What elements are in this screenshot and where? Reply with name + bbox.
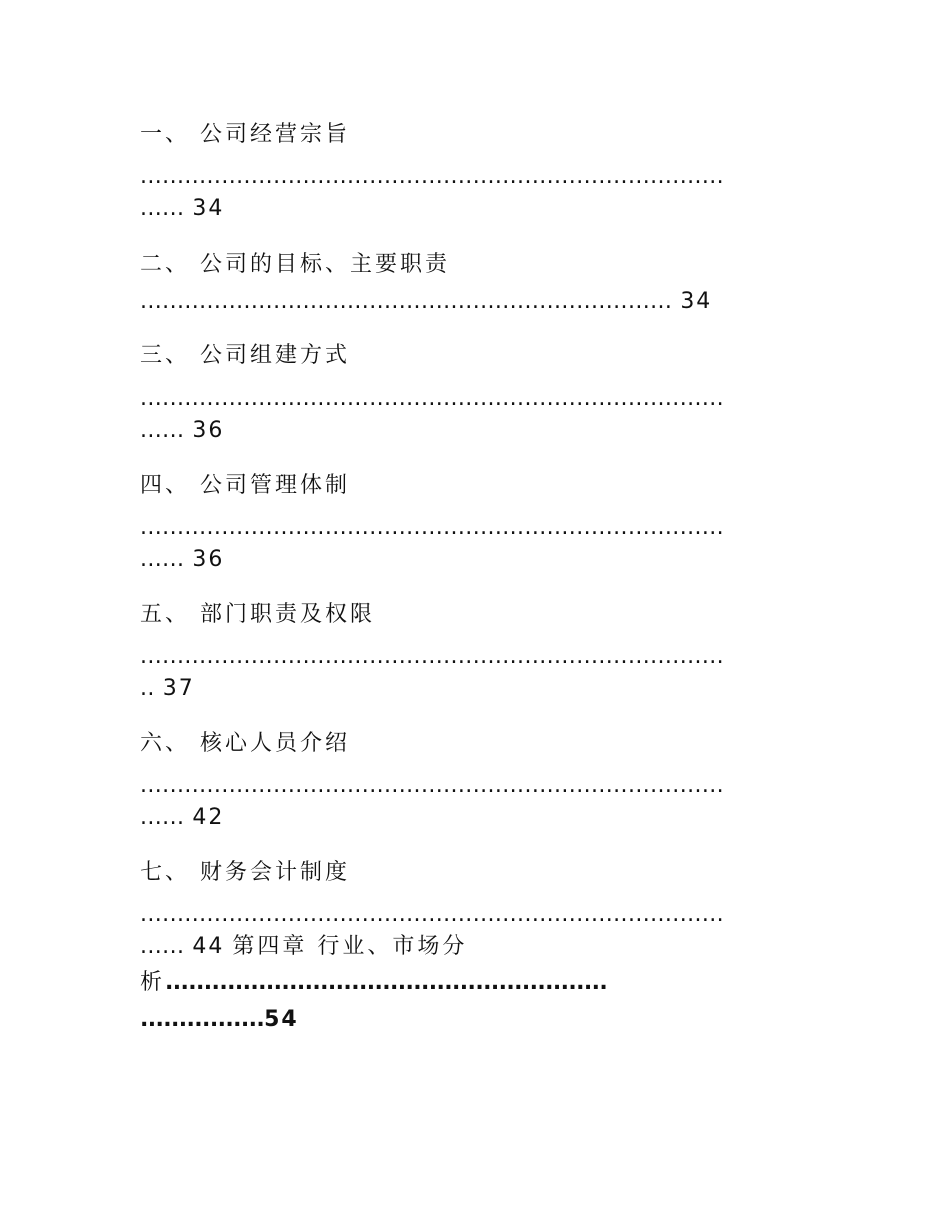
toc-chapter-page-line bbox=[140, 1005, 299, 1035]
toc-entry-title[interactable]: 四、 公司管理体制 bbox=[140, 473, 350, 498]
toc-entry-title[interactable]: 二、 公司的目标、主要职责 bbox=[140, 252, 450, 277]
toc-page-number[interactable]: 44 bbox=[192, 934, 225, 959]
toc-entry-title[interactable]: 五、 部门职责及权限 bbox=[140, 602, 375, 627]
toc-entry-title[interactable]: 三、 公司组建方式 bbox=[140, 343, 350, 368]
toc-entry-leader: ............................................................................... bbox=[140, 515, 725, 540]
toc-chapter-leader: ......................................................... bbox=[165, 970, 608, 995]
toc-entry-leader: ............................................................................... bbox=[140, 902, 725, 927]
toc-entry-leader: ...... bbox=[140, 418, 185, 443]
toc-entry-title[interactable]: 一、 公司经营宗旨 bbox=[140, 122, 350, 147]
toc-entry-leader: ...... bbox=[140, 547, 185, 572]
toc-page-number[interactable]: 34 bbox=[680, 289, 713, 314]
toc-entry-leader: ........................................................................ bbox=[140, 289, 673, 314]
toc-chapter-line bbox=[140, 968, 607, 998]
toc-entry-leader: .. bbox=[140, 676, 155, 701]
toc-entry-leader: ...... bbox=[140, 196, 185, 221]
toc-entry-leader: ...... bbox=[140, 934, 185, 959]
toc-entry-page-line bbox=[140, 416, 224, 446]
toc-entry-page-line bbox=[140, 287, 712, 317]
toc-page-number[interactable]: 36 bbox=[192, 418, 225, 443]
toc-entry-page-line bbox=[140, 194, 224, 224]
toc-entry-leader: ...... bbox=[140, 805, 185, 830]
toc-entry-title[interactable]: 六、 核心人员介绍 bbox=[140, 731, 350, 756]
toc-page-number[interactable]: 37 bbox=[162, 676, 195, 701]
toc-entry-leader: ............................................................................... bbox=[140, 386, 725, 411]
toc-chapter-title[interactable]: 第四章 行业、市场分 bbox=[232, 934, 468, 959]
toc-chapter-leader: ................ bbox=[140, 1007, 265, 1032]
toc-entry-title[interactable]: 七、 财务会计制度 bbox=[140, 860, 350, 885]
toc-page-number[interactable]: 36 bbox=[192, 547, 225, 572]
toc-entry-page-line bbox=[140, 803, 224, 833]
toc-page-number[interactable]: 34 bbox=[192, 196, 225, 221]
toc-entry-page-line bbox=[140, 932, 467, 962]
toc-chapter-page-number[interactable]: 54 bbox=[264, 1007, 299, 1032]
toc-page-number[interactable]: 42 bbox=[192, 805, 225, 830]
toc-entry-leader: ............................................................................... bbox=[140, 644, 725, 669]
toc-entry-leader: ............................................................................... bbox=[140, 164, 725, 189]
toc-chapter-title-cont[interactable]: 析 bbox=[140, 970, 166, 995]
toc-entry-leader: ............................................................................... bbox=[140, 773, 725, 798]
toc-entry-page-line bbox=[140, 674, 195, 704]
toc-entry-page-line bbox=[140, 545, 224, 575]
